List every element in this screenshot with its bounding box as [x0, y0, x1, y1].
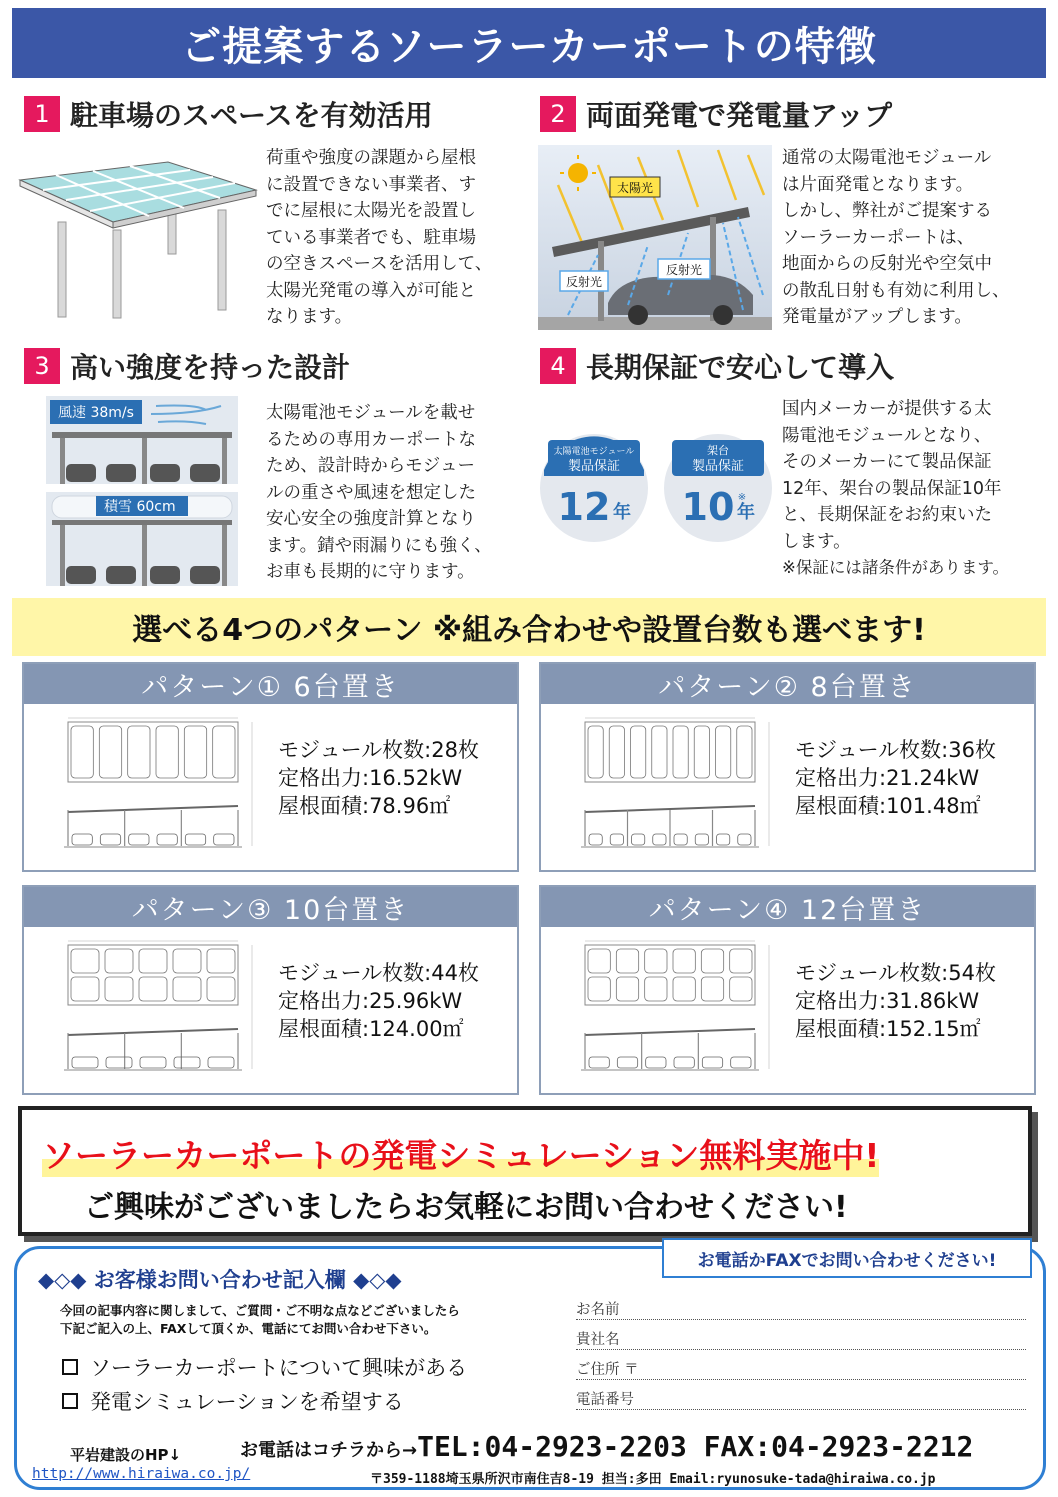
parking-space: [173, 977, 201, 1001]
snow-label: 積雪 60cm: [104, 499, 176, 515]
parking-space: [645, 949, 667, 973]
parking-space: [609, 726, 624, 778]
title-bar: [12, 8, 1046, 78]
pattern-specs: モジュール枚数:36枚 定格出力:21.24kW 屋根面積:101.48㎡: [795, 738, 996, 818]
car-elevation: [129, 834, 149, 845]
name-field[interactable]: お名前: [576, 1298, 1026, 1320]
car-elevation: [731, 1057, 751, 1068]
parking-space: [652, 726, 667, 778]
svg-text:10: 10: [681, 485, 735, 529]
svg-text:太陽電池モジュール: 太陽電池モジュール: [553, 447, 635, 457]
car-elevation: [717, 834, 730, 845]
parking-space: [631, 726, 646, 778]
car-elevation: [695, 834, 708, 845]
phone-fax-numbers[interactable]: TEL:04-2923-2203 FAX:04-2923-2212: [417, 1430, 974, 1463]
svg-text:製品保証: 製品保証: [567, 459, 621, 474]
phone-field[interactable]: 電話番号: [576, 1388, 1026, 1410]
pattern-drawing: [577, 714, 787, 864]
feature-3-text: 太陽電池モジュールを載せ るための専用カーポートな ため、設計時からモジュー ルの重さや風速を想定した 安心安全の強度計算となり ます。錆や雨漏りにも強く、 お車も長期的に守ります。: [266, 403, 492, 582]
svg-text:製品保証: 製品保証: [691, 459, 745, 474]
checkbox-label: 発電シミュレーションを希望する: [90, 1390, 404, 1414]
parking-space: [730, 977, 752, 1001]
car-elevation: [632, 834, 645, 845]
phone-lead: お電話はコチラから→: [240, 1440, 418, 1461]
warranty-badges: [540, 430, 772, 546]
car-elevation: [100, 834, 120, 845]
car-elevation: [674, 834, 687, 845]
car-elevation: [589, 834, 602, 845]
pattern-specs: モジュール枚数:54枚 定格出力:31.86kW 屋根面積:152.15㎡: [795, 961, 996, 1041]
car-elevation: [174, 1057, 200, 1068]
car-elevation: [610, 834, 623, 845]
parking-space: [105, 977, 133, 1001]
address-field[interactable]: ご住所 〒: [576, 1358, 1026, 1380]
feature-number: 1: [24, 96, 60, 132]
parking-space: [139, 977, 167, 1001]
parking-space: [673, 726, 688, 778]
car-elevation: [589, 1057, 609, 1068]
checkbox-simulation[interactable]: [62, 1386, 404, 1416]
feature-4-heading: [540, 346, 894, 386]
carport-roof-illustration: [18, 150, 258, 320]
parking-space: [588, 977, 610, 1001]
parking-space: [645, 977, 667, 1001]
simulation-headline: ソーラーカーポートの発電シミュレーション無料実施中!: [42, 1130, 879, 1177]
pattern-specs: モジュール枚数:28枚 定格出力:16.52kW 屋根面積:78.96㎡: [278, 738, 479, 818]
pattern-title: パターン① 6台置き: [24, 664, 517, 704]
feature-2-heading: [540, 94, 892, 134]
parking-space: [737, 726, 752, 778]
pattern-specs: モジュール枚数:44枚 定格出力:25.96kW 屋根面積:124.00㎡: [278, 961, 479, 1041]
bifacial-illustration: [538, 145, 772, 330]
reflect-label: 反射光: [565, 275, 603, 289]
simulation-subline: ご興味がございましたらお気軽にお問い合わせください!: [84, 1190, 848, 1225]
form-contact-tab: お電話かFAXでお問い合わせください!: [662, 1238, 1032, 1278]
feature-number: 2: [540, 96, 576, 132]
reflect-label: 反射光: [665, 263, 703, 277]
parking-space: [184, 726, 206, 778]
page-title: ご提案するソーラーカーポートの特徴: [181, 23, 877, 70]
feature-4-text: 国内メーカーが提供する太 陽電池モジュールとなり、 そのメーカーにて製品保証 12年、架台の製品保証10年 と、長期保証をお約束いた します。 ※保証には諸条件があります。: [782, 399, 1010, 577]
car-elevation: [702, 1057, 722, 1068]
parking-space: [730, 949, 752, 973]
car-elevation: [646, 1057, 666, 1068]
svg-text:架台: 架台: [707, 444, 729, 457]
pattern-drawing: [60, 937, 270, 1087]
feature-2-text: 通常の太陽電池モジュール は片面発電となります。 しかし、弊社がご提案する ソーラーカーポートは、 地面からの反射光や空気中 の散乱日射も有効に利用し、 発電量がアップします。: [782, 148, 1010, 327]
car-elevation: [208, 1057, 234, 1068]
car-elevation: [738, 834, 751, 845]
patterns-banner-text: 選べる4つのパターン ※組み合わせや設置台数も選べます!: [132, 613, 926, 648]
pattern-drawing: [60, 714, 270, 864]
form-heading: ◆◇◆ お客様お問い合わせ記入欄 ◆◇◆: [38, 1268, 402, 1292]
feature-number: 3: [24, 348, 60, 384]
pattern-title: パターン② 8台置き: [541, 664, 1034, 704]
strength-illustration: [46, 396, 238, 586]
company-field[interactable]: 貴社名: [576, 1328, 1026, 1350]
parking-space: [673, 977, 695, 1001]
car-elevation: [214, 834, 234, 845]
parking-space: [71, 726, 93, 778]
feature-title: 高い強度を持った設計: [70, 351, 351, 384]
sunlight-label: 太陽光: [616, 181, 654, 195]
parking-space: [139, 949, 167, 973]
parking-space: [701, 949, 723, 973]
parking-space: [173, 949, 201, 973]
feature-1-heading: [24, 94, 433, 134]
parking-space: [701, 977, 723, 1001]
sun-icon: [568, 163, 588, 183]
car-elevation: [140, 1057, 166, 1068]
simulation-callout: [18, 1106, 1032, 1236]
pattern-card-2: [539, 662, 1036, 872]
parking-space: [673, 949, 695, 973]
car-elevation: [72, 1057, 98, 1068]
car-elevation: [653, 834, 666, 845]
car-elevation: [72, 834, 92, 845]
car-elevation: [617, 1057, 637, 1068]
parking-space: [616, 977, 638, 1001]
pattern-title: パターン④ 12台置き: [541, 887, 1034, 927]
feature-title: 長期保証で安心して導入: [586, 351, 895, 384]
parking-space: [128, 726, 150, 778]
car-elevation: [674, 1057, 694, 1068]
parking-space: [71, 949, 99, 973]
parking-space: [616, 949, 638, 973]
homepage-label: 平岩建設のHP↓: [70, 1446, 182, 1464]
svg-text:12: 12: [557, 485, 611, 529]
company-address: 〒359-1188埼玉県所沢市南住吉8-19 担当:多田 Email:ryunosuke-tada@hiraiwa.co.jp: [370, 1472, 936, 1487]
parking-space: [207, 949, 235, 973]
car-elevation: [106, 1057, 132, 1068]
homepage-link[interactable]: http://www.hiraiwa.co.jp/: [32, 1466, 251, 1482]
car-elevation: [157, 834, 177, 845]
parking-space: [213, 726, 235, 778]
feature-title: 両面発電で発電量アップ: [586, 99, 893, 132]
svg-text:※: ※: [737, 492, 747, 503]
parking-space: [105, 949, 133, 973]
svg-text:年: 年: [737, 502, 755, 523]
pattern-drawing: [577, 937, 787, 1087]
parking-space: [588, 949, 610, 973]
pattern-card-1: [22, 662, 519, 872]
svg-text:年: 年: [613, 502, 631, 523]
checkbox-square[interactable]: [62, 1359, 78, 1375]
parking-space: [207, 977, 235, 1001]
pattern-card-3: [22, 885, 519, 1095]
checkbox-square[interactable]: [62, 1393, 78, 1409]
parking-space: [716, 726, 731, 778]
checkbox-label: ソーラーカーポートについて興味がある: [90, 1356, 468, 1380]
parking-space: [588, 726, 603, 778]
feature-1-text: 荷重や強度の課題から屋根 に設置できない事業者、す でに屋根に太陽光を設置し ている事業者でも、駐車場 の空きスペースを活用して、 太陽光発電の導入が可能と なります。: [266, 148, 493, 327]
feature-3-heading: [24, 346, 350, 386]
phone-fax-row: [240, 1430, 973, 1463]
feature-number: 4: [540, 348, 576, 384]
form-intro: 今回の記事内容に関しまして、ご質問・ご不明な点などございましたら 下記ご記入の上、FAXして頂くか、電話にてお問い合わせ下さい。: [60, 1303, 460, 1336]
pattern-card-4: [539, 885, 1036, 1095]
parking-space: [71, 977, 99, 1001]
car-elevation: [185, 834, 205, 845]
parking-space: [694, 726, 709, 778]
parking-space: [156, 726, 178, 778]
feature-title: 駐車場のスペースを有効活用: [70, 99, 433, 132]
parking-space: [99, 726, 121, 778]
pattern-title: パターン③ 10台置き: [24, 887, 517, 927]
checkbox-interest[interactable]: [62, 1352, 467, 1382]
patterns-banner: [12, 598, 1046, 656]
wind-label: 風速 38m/s: [58, 405, 134, 421]
